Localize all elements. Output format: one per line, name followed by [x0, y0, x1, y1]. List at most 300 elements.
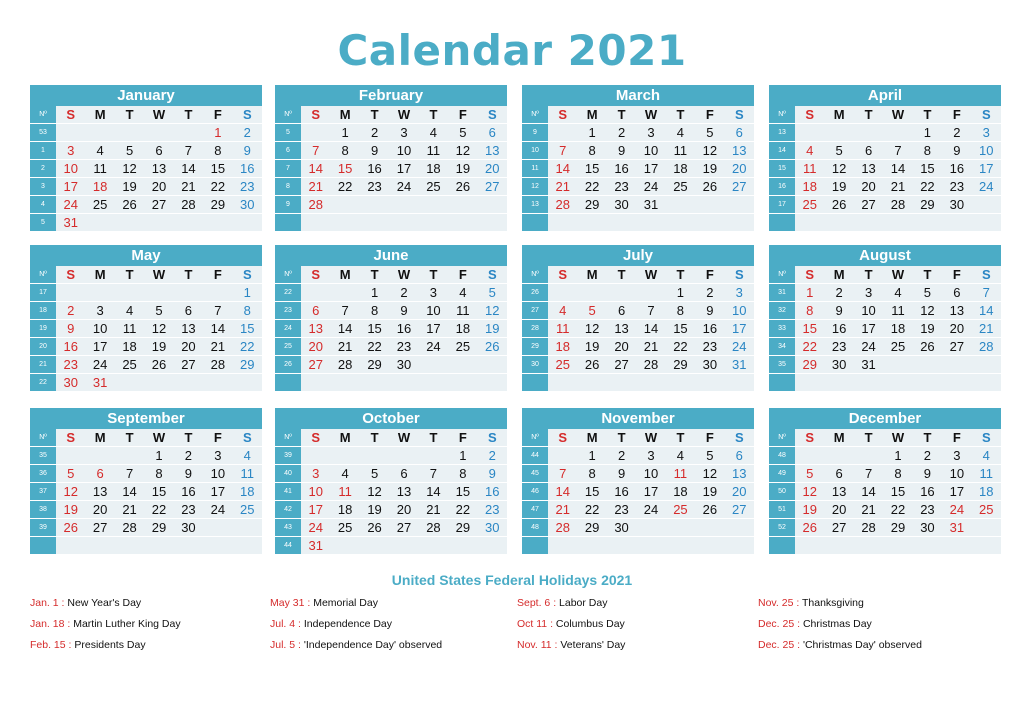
day-cell: 20 [144, 178, 173, 196]
day-cell: 10 [389, 142, 418, 160]
week-number: 5 [30, 214, 56, 232]
day-cell: 30 [174, 519, 203, 537]
day-cell: 9 [695, 302, 724, 320]
day-cell: 4 [330, 465, 359, 483]
day-cell: 15 [448, 483, 477, 501]
day-cell: 21 [548, 501, 577, 519]
day-cell: 2 [695, 284, 724, 302]
day-cell: 9 [607, 142, 636, 160]
day-cell: 23 [607, 501, 636, 519]
day-cell: 17 [725, 320, 754, 338]
day-cell: 10 [85, 320, 114, 338]
day-cell: 14 [330, 320, 359, 338]
day-cell [419, 214, 448, 232]
day-cell: 15 [330, 160, 359, 178]
day-cell: 24 [419, 338, 448, 356]
day-cell: 5 [56, 465, 85, 483]
day-cell [115, 124, 144, 142]
month-name: February [275, 85, 507, 106]
day-cell [301, 284, 330, 302]
weekday-header: W [883, 266, 912, 284]
day-cell: 9 [389, 302, 418, 320]
day-cell: 31 [85, 374, 114, 392]
day-cell: 21 [883, 178, 912, 196]
day-cell: 31 [854, 356, 883, 374]
week-number: 22 [30, 374, 56, 392]
day-cell: 16 [913, 483, 942, 501]
day-cell: 19 [795, 501, 824, 519]
day-cell: 24 [56, 196, 85, 214]
month-name: October [275, 408, 507, 429]
day-cell [913, 374, 942, 392]
holiday-date: Sept. 6 : [517, 597, 557, 609]
day-cell: 11 [883, 302, 912, 320]
weekday-header: T [174, 429, 203, 447]
holiday-date: Jan. 1 : [30, 597, 65, 609]
day-cell [666, 214, 695, 232]
day-cell: 3 [389, 124, 418, 142]
day-cell: 27 [607, 356, 636, 374]
week-number [769, 214, 795, 232]
day-cell [725, 374, 754, 392]
day-cell: 7 [419, 465, 448, 483]
week-number: 47 [522, 501, 548, 519]
week-number: 18 [30, 302, 56, 320]
holiday-date: Oct 11 : [517, 618, 553, 630]
weekday-header: T [666, 429, 695, 447]
week-number-header: Nº [30, 429, 56, 447]
week-number: 1 [30, 142, 56, 160]
week-number: 29 [522, 338, 548, 356]
day-cell: 17 [636, 160, 665, 178]
day-cell: 3 [942, 447, 971, 465]
month-name: December [769, 408, 1001, 429]
day-cell [854, 124, 883, 142]
week-number-header: Nº [275, 266, 301, 284]
day-cell: 3 [56, 142, 85, 160]
week-number: 27 [522, 302, 548, 320]
day-cell: 25 [666, 501, 695, 519]
day-cell: 17 [389, 160, 418, 178]
day-cell: 26 [144, 356, 173, 374]
day-cell: 15 [233, 320, 262, 338]
day-cell [695, 214, 724, 232]
weekday-header: S [972, 106, 1001, 124]
day-cell: 8 [795, 302, 824, 320]
day-cell: 8 [913, 142, 942, 160]
day-cell: 28 [972, 338, 1001, 356]
day-cell [56, 447, 85, 465]
day-cell [330, 447, 359, 465]
day-cell: 2 [233, 124, 262, 142]
holiday-date: Dec. 25 : [758, 639, 801, 651]
holiday-name: New Year's Day [64, 597, 142, 609]
day-cell: 27 [478, 178, 507, 196]
week-number: 34 [769, 338, 795, 356]
day-cell: 8 [360, 302, 389, 320]
day-cell: 17 [942, 483, 971, 501]
week-number: 10 [522, 142, 548, 160]
day-cell [478, 374, 507, 392]
day-cell: 3 [725, 284, 754, 302]
day-cell [301, 124, 330, 142]
day-cell: 2 [607, 124, 636, 142]
day-cell [174, 537, 203, 555]
day-cell [419, 374, 448, 392]
day-cell [115, 284, 144, 302]
day-cell: 7 [548, 142, 577, 160]
day-cell [360, 537, 389, 555]
week-number: 37 [30, 483, 56, 501]
day-cell: 16 [478, 483, 507, 501]
holiday-name: Thanksgiving [799, 597, 864, 609]
day-cell: 6 [725, 447, 754, 465]
weekday-header: F [695, 106, 724, 124]
holiday-date: Nov. 25 : [758, 597, 800, 609]
weekday-header: T [607, 266, 636, 284]
day-cell: 28 [301, 196, 330, 214]
day-cell: 16 [695, 320, 724, 338]
weekday-header: S [233, 429, 262, 447]
day-cell [478, 196, 507, 214]
day-cell [972, 519, 1001, 537]
weekday-header: T [419, 106, 448, 124]
day-cell: 13 [725, 142, 754, 160]
day-cell: 25 [972, 501, 1001, 519]
month-name: September [30, 408, 262, 429]
day-cell: 5 [913, 284, 942, 302]
day-cell [360, 214, 389, 232]
day-cell: 22 [233, 338, 262, 356]
weekday-header: S [795, 429, 824, 447]
weekday-header: F [695, 266, 724, 284]
day-cell: 28 [419, 519, 448, 537]
holiday-item [270, 597, 378, 609]
day-cell: 21 [972, 320, 1001, 338]
day-cell [972, 537, 1001, 555]
month-name: June [275, 245, 507, 266]
day-cell [330, 196, 359, 214]
day-cell: 23 [478, 501, 507, 519]
day-cell: 15 [913, 160, 942, 178]
holiday-name: Labor Day [556, 597, 608, 609]
day-cell: 18 [883, 320, 912, 338]
day-cell: 6 [607, 302, 636, 320]
day-cell [607, 537, 636, 555]
month-name: August [769, 245, 1001, 266]
day-cell: 22 [448, 501, 477, 519]
day-cell [636, 374, 665, 392]
day-cell: 13 [854, 160, 883, 178]
week-number-header: Nº [522, 266, 548, 284]
holiday-date: Jan. 18 : [30, 618, 71, 630]
day-cell: 2 [389, 284, 418, 302]
weekday-header: S [56, 106, 85, 124]
day-cell [419, 356, 448, 374]
day-cell: 3 [419, 284, 448, 302]
day-cell: 29 [448, 519, 477, 537]
day-cell: 20 [725, 160, 754, 178]
day-cell: 7 [330, 302, 359, 320]
holiday-item [517, 639, 625, 651]
day-cell: 1 [577, 124, 606, 142]
day-cell [666, 374, 695, 392]
week-number: 44 [522, 447, 548, 465]
day-cell: 7 [854, 465, 883, 483]
day-cell: 26 [478, 338, 507, 356]
day-cell: 12 [795, 483, 824, 501]
weekday-header: S [56, 429, 85, 447]
day-cell: 22 [795, 338, 824, 356]
weekday-header: F [695, 429, 724, 447]
day-cell: 15 [144, 483, 173, 501]
day-cell: 4 [883, 284, 912, 302]
day-cell: 10 [725, 302, 754, 320]
week-number: 9 [275, 196, 301, 214]
day-cell: 1 [360, 284, 389, 302]
weekday-header: F [942, 266, 971, 284]
week-number: 31 [769, 284, 795, 302]
day-cell: 24 [636, 501, 665, 519]
day-cell: 2 [942, 124, 971, 142]
day-cell: 20 [854, 178, 883, 196]
day-cell [419, 196, 448, 214]
day-cell [913, 356, 942, 374]
day-cell: 2 [913, 447, 942, 465]
day-cell: 29 [360, 356, 389, 374]
day-cell: 21 [203, 338, 232, 356]
month-january [30, 85, 262, 232]
weekday-header: W [883, 106, 912, 124]
day-cell: 17 [419, 320, 448, 338]
day-cell [115, 374, 144, 392]
day-cell: 15 [360, 320, 389, 338]
day-cell: 3 [854, 284, 883, 302]
day-cell: 17 [301, 501, 330, 519]
day-cell: 12 [448, 142, 477, 160]
day-cell [972, 374, 1001, 392]
holiday-name: Independence Day [300, 618, 393, 630]
week-number: 41 [275, 483, 301, 501]
weekday-header: W [144, 266, 173, 284]
weekday-header: F [448, 429, 477, 447]
day-cell: 2 [824, 284, 853, 302]
day-cell: 16 [174, 483, 203, 501]
holiday-name: Veterans' Day [557, 639, 626, 651]
day-cell [144, 284, 173, 302]
day-cell [883, 537, 912, 555]
day-cell: 23 [913, 501, 942, 519]
day-cell: 1 [795, 284, 824, 302]
day-cell: 12 [478, 302, 507, 320]
week-number: 25 [275, 338, 301, 356]
day-cell: 22 [666, 338, 695, 356]
day-cell: 26 [360, 519, 389, 537]
day-cell: 13 [174, 320, 203, 338]
day-cell: 18 [85, 178, 114, 196]
day-cell: 28 [548, 519, 577, 537]
day-cell: 12 [115, 160, 144, 178]
week-number: 53 [30, 124, 56, 142]
day-cell: 7 [636, 302, 665, 320]
day-cell: 18 [666, 483, 695, 501]
day-cell: 18 [419, 160, 448, 178]
day-cell: 28 [330, 356, 359, 374]
day-cell: 27 [725, 178, 754, 196]
holiday-item [758, 618, 872, 630]
day-cell: 4 [548, 302, 577, 320]
day-cell [725, 519, 754, 537]
day-cell: 28 [883, 196, 912, 214]
holiday-item [270, 618, 392, 630]
weekday-header: F [203, 429, 232, 447]
day-cell: 25 [883, 338, 912, 356]
day-cell: 2 [56, 302, 85, 320]
day-cell [233, 519, 262, 537]
week-number [522, 214, 548, 232]
day-cell: 7 [883, 142, 912, 160]
page-title: Calendar 2021 [337, 26, 687, 75]
day-cell: 26 [448, 178, 477, 196]
day-cell [174, 284, 203, 302]
week-number: 16 [769, 178, 795, 196]
day-cell: 8 [666, 302, 695, 320]
day-cell: 23 [824, 338, 853, 356]
day-cell [577, 284, 606, 302]
day-cell [942, 214, 971, 232]
day-cell: 25 [666, 178, 695, 196]
day-cell: 22 [203, 178, 232, 196]
day-cell: 23 [389, 338, 418, 356]
day-cell: 13 [85, 483, 114, 501]
day-cell: 14 [301, 160, 330, 178]
week-number: 24 [275, 320, 301, 338]
day-cell [203, 284, 232, 302]
day-cell: 24 [636, 178, 665, 196]
week-number: 17 [769, 196, 795, 214]
month-march [522, 85, 754, 232]
week-number: 26 [522, 284, 548, 302]
day-cell: 20 [478, 160, 507, 178]
weekday-header: F [203, 266, 232, 284]
day-cell [854, 214, 883, 232]
day-cell: 24 [942, 501, 971, 519]
day-cell: 30 [56, 374, 85, 392]
day-cell [883, 124, 912, 142]
day-cell: 20 [389, 501, 418, 519]
day-cell: 10 [942, 465, 971, 483]
day-cell [85, 284, 114, 302]
day-cell: 30 [824, 356, 853, 374]
holiday-date: Jul. 4 : [270, 618, 301, 630]
day-cell: 14 [174, 160, 203, 178]
day-cell [548, 374, 577, 392]
week-number: 46 [522, 483, 548, 501]
day-cell: 31 [942, 519, 971, 537]
day-cell: 9 [913, 465, 942, 483]
day-cell: 14 [548, 483, 577, 501]
day-cell [666, 537, 695, 555]
day-cell: 12 [913, 302, 942, 320]
day-cell: 10 [636, 465, 665, 483]
day-cell: 8 [577, 142, 606, 160]
day-cell: 9 [174, 465, 203, 483]
day-cell [144, 374, 173, 392]
day-cell: 2 [478, 447, 507, 465]
day-cell: 7 [548, 465, 577, 483]
day-cell: 29 [666, 356, 695, 374]
day-cell: 1 [330, 124, 359, 142]
weekday-header: F [203, 106, 232, 124]
day-cell: 10 [972, 142, 1001, 160]
week-number: 9 [522, 124, 548, 142]
week-number: 14 [769, 142, 795, 160]
day-cell: 6 [478, 124, 507, 142]
day-cell: 23 [233, 178, 262, 196]
day-cell: 6 [942, 284, 971, 302]
day-cell [448, 537, 477, 555]
day-cell: 19 [144, 338, 173, 356]
holiday-name: Christmas Day [800, 618, 872, 630]
weekday-header: M [824, 106, 853, 124]
week-number: 15 [769, 160, 795, 178]
day-cell: 5 [695, 124, 724, 142]
holiday-item [517, 597, 607, 609]
weekday-header: W [883, 429, 912, 447]
holiday-date: May 31 : [270, 597, 311, 609]
day-cell [824, 374, 853, 392]
day-cell: 22 [144, 501, 173, 519]
week-number: 36 [30, 465, 56, 483]
day-cell: 29 [577, 196, 606, 214]
day-cell: 28 [854, 519, 883, 537]
day-cell: 9 [233, 142, 262, 160]
week-number: 40 [275, 465, 301, 483]
day-cell [942, 537, 971, 555]
day-cell: 6 [174, 302, 203, 320]
day-cell: 25 [330, 519, 359, 537]
day-cell: 15 [577, 160, 606, 178]
weekday-header: S [56, 266, 85, 284]
day-cell: 6 [824, 465, 853, 483]
day-cell: 3 [636, 124, 665, 142]
day-cell [548, 537, 577, 555]
day-cell: 10 [203, 465, 232, 483]
week-number: 7 [275, 160, 301, 178]
day-cell: 16 [360, 160, 389, 178]
holiday-item [758, 639, 922, 651]
day-cell: 7 [301, 142, 330, 160]
week-number: 35 [769, 356, 795, 374]
month-september [30, 408, 262, 555]
day-cell: 23 [56, 356, 85, 374]
week-number: 28 [522, 320, 548, 338]
day-cell [607, 374, 636, 392]
day-cell: 17 [85, 338, 114, 356]
weekday-header: T [913, 266, 942, 284]
day-cell: 21 [330, 338, 359, 356]
day-cell [607, 214, 636, 232]
day-cell: 13 [478, 142, 507, 160]
weekday-header: S [548, 266, 577, 284]
day-cell: 22 [913, 178, 942, 196]
weekday-header: W [144, 106, 173, 124]
day-cell: 9 [478, 465, 507, 483]
weekday-header: W [636, 106, 665, 124]
month-february [275, 85, 507, 232]
day-cell: 21 [301, 178, 330, 196]
day-cell: 28 [203, 356, 232, 374]
